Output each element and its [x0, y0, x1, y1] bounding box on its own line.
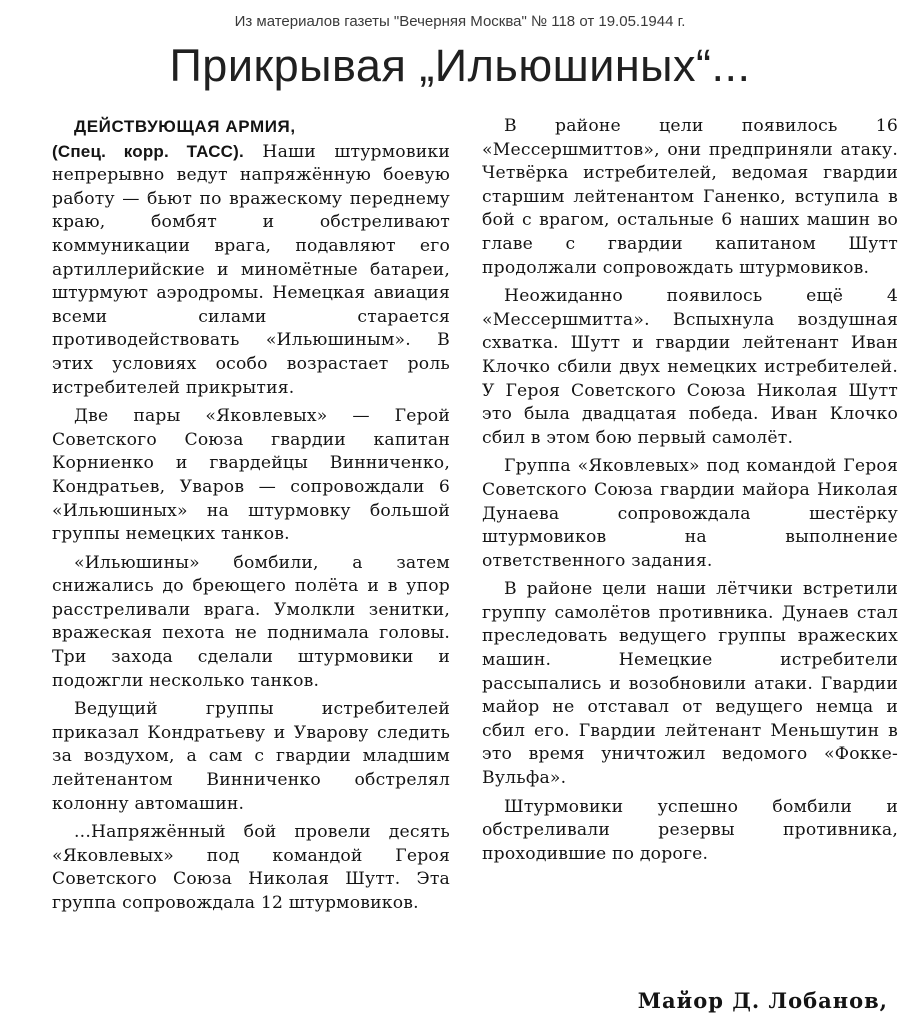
article-column-right: [482, 115, 898, 871]
article-paragraph: Две пары «Яковлевых» — Герой Советского Союза гвардии капитан Корниенко и гвардейцы Винниченко, Кондратьев, Уваров — сопровождали 6 «Ильюшиных» на штурмовку большой группы немецких танков.: [52, 406, 450, 545]
article-paragraph: Неожиданно появилось ещё 4 «Мессершмитта». Вспыхнула воздушная схватка. Шутт и гвардии лейтенант Иван Клочко сбили двух немецких истребителей. У Героя Советского Союза Николая Шутт это была двадцатая победа. Иван Клочко сбил в этом бою первый самолёт.: [482, 286, 898, 448]
article-paragraph: «Ильюшины» бомбили, а затем снижались до бреющего полёта и в упор расстреливали врага. Умолкли зенитки, вражеская пехота не поднимала головы. Три захода сделали штурмовики и подожгли несколько танков.: [52, 552, 450, 691]
article-paragraph: В районе цели наши лётчики встретили группу самолётов противника. Дунаев стал преследовать ведущего группы вражеских машин. Немецкие истребители рассыпались и возобновили атаки. Гвардии майор не отставал от ведущего немца и сбил его. Гвардии лейтенант Меньшутин в это время уничтожил ведомого «Фокке-Вульфа».: [482, 579, 898, 789]
article-paragraph: Ведущий группы истребителей приказал Кондратьеву и Уварову следить за воздухом, а сам с гвардии младшим лейтенантом Винниченко обстрелял колонну автомашин.: [52, 699, 450, 814]
article-column-left: [52, 115, 450, 921]
article-paragraph: Штурмовики успешно бомбили и обстреливали резервы противника, проходившие по дороге.: [482, 796, 898, 864]
author-signature: Майор Д. Лобанов,: [637, 988, 888, 1013]
article-paragraph: ...Напряжённый бой провели десять «Яковлевых» под командой Героя Советского Союза Николая Шутт. Эта группа сопровождала 12 штурмовиков.: [52, 822, 450, 913]
dateline: ДЕЙСТВУЮЩАЯ АРМИЯ,: [74, 117, 296, 136]
source-line: Из материалов газеты "Вечерняя Москва" № 118 от 19.05.1944 г.: [234, 13, 686, 30]
article-paragraph-lead: [52, 115, 450, 400]
agency-credit: (Спец. корр. ТАСС).: [52, 141, 244, 161]
paragraph-text: Наши штурмовики непрерывно ведут напряжённую боевую работу — бьют по вражескому переднему краю, бомбят и обстреливают коммуникации врага, подавляют его артиллерийские и миномётные батареи, штурмуют аэродромы. Немецкая авиация всеми силами старается противодействовать «Ильюшиным». В этих условиях особо возрастает роль истребителей прикрытия.: [52, 141, 450, 398]
headline: Прикрывая „Ильюшиных“...: [169, 40, 751, 91]
article-paragraph: Группа «Яковлевых» под командой Героя Советского Союза гвардии майора Николая Дунаева сопровождала шестёрку штурмовиков на выполнение ответственного задания.: [482, 456, 898, 571]
article-paragraph: В районе цели появилось 16 «Мессершмиттов», они предприняли атаку. Четвёрка истребителей, ведомая гвардии старшим лейтенантом Ганенко, вступила в бой с врагом, остальные 6 наших машин во главе с гвардии капитаном Шутт продолжали сопровождать штурмовиков.: [482, 116, 898, 278]
